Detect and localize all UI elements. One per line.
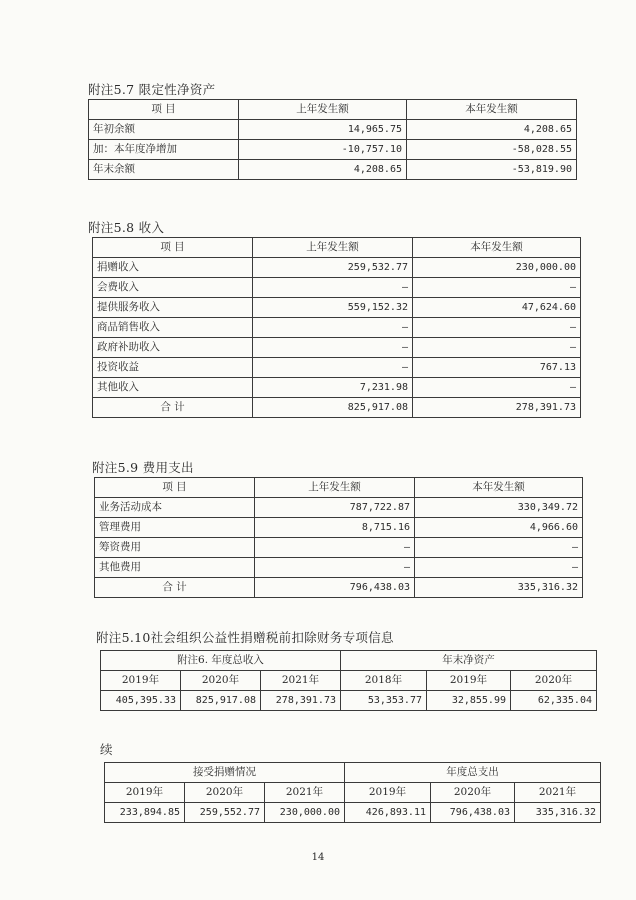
table-row	[89, 140, 577, 160]
row-label: 年初余额	[89, 120, 239, 140]
row-label: 筹资费用	[95, 538, 255, 558]
expense-table	[94, 477, 583, 598]
prev-total: 796,438.03	[255, 578, 415, 598]
row-label: 业务活动成本	[95, 498, 255, 518]
value-cell: 53,353.77	[341, 691, 427, 711]
value-cell: 426,893.11	[345, 803, 431, 823]
curr-total: 278,391.73	[413, 398, 581, 418]
prev-value: 259,532.77	[253, 258, 413, 278]
section-title-5-8: 附注5.8 收入	[88, 220, 165, 235]
curr-value: 4,966.60	[415, 518, 583, 538]
row-label: 会费收入	[93, 278, 253, 298]
table-row	[95, 538, 583, 558]
group-header-net-assets: 年末净资产	[341, 651, 597, 671]
table-total-row	[95, 578, 583, 598]
year-header: 2019年	[345, 783, 431, 803]
donation-expense-table	[104, 762, 601, 823]
value-cell: 796,438.03	[431, 803, 515, 823]
prev-value: 559,152.32	[253, 298, 413, 318]
year-header-row	[105, 783, 601, 803]
section-title-5-7: 附注5.7 限定性净资产	[88, 82, 216, 97]
prev-value: –	[255, 558, 415, 578]
row-label: 年末余额	[89, 160, 239, 180]
header-prev-year: 上年发生额	[255, 478, 415, 498]
table-row	[89, 160, 577, 180]
header-curr-year: 本年发生额	[407, 100, 577, 120]
prev-value: –	[253, 338, 413, 358]
restricted-net-assets-table	[88, 99, 577, 180]
curr-value: 4,208.65	[407, 120, 577, 140]
table-header	[93, 238, 581, 258]
row-label: 投资收益	[93, 358, 253, 378]
continued-title: 续	[100, 742, 113, 757]
year-header-row	[101, 671, 597, 691]
curr-value: 767.13	[413, 358, 581, 378]
value-cell: 233,894.85	[105, 803, 185, 823]
group-header-total-expense: 年度总支出	[345, 763, 601, 783]
section-title-5-10: 附注5.10社会组织公益性捐赠税前扣除财务专项信息	[96, 630, 394, 645]
table-row	[93, 318, 581, 338]
year-header: 2021年	[265, 783, 345, 803]
header-item: 项 目	[89, 100, 239, 120]
total-label: 合 计	[95, 578, 255, 598]
curr-value: 230,000.00	[413, 258, 581, 278]
table-row	[95, 518, 583, 538]
curr-value: 330,349.72	[415, 498, 583, 518]
total-label: 合 计	[93, 398, 253, 418]
table-row	[93, 298, 581, 318]
year-header: 2020年	[431, 783, 515, 803]
curr-value: –	[415, 538, 583, 558]
group-header-row	[105, 763, 601, 783]
table-row	[93, 278, 581, 298]
group-header-row	[101, 651, 597, 671]
value-cell: 259,552.77	[185, 803, 265, 823]
prev-total: 825,917.08	[253, 398, 413, 418]
prev-value: 8,715.16	[255, 518, 415, 538]
row-label: 管理费用	[95, 518, 255, 538]
year-header: 2020年	[181, 671, 261, 691]
curr-value: -53,819.90	[407, 160, 577, 180]
table-header	[89, 100, 577, 120]
income-table	[92, 237, 581, 418]
year-header: 2019年	[101, 671, 181, 691]
value-cell: 62,335.04	[511, 691, 597, 711]
value-cell: 32,855.99	[427, 691, 511, 711]
table-header	[95, 478, 583, 498]
value-cell: 335,316.32	[515, 803, 601, 823]
year-header: 2021年	[515, 783, 601, 803]
curr-value: –	[413, 378, 581, 398]
table-row	[93, 338, 581, 358]
row-label: 商品销售收入	[93, 318, 253, 338]
curr-value: 47,624.60	[413, 298, 581, 318]
curr-total: 335,316.32	[415, 578, 583, 598]
table-row	[93, 258, 581, 278]
prev-value: 787,722.87	[255, 498, 415, 518]
year-header: 2020年	[185, 783, 265, 803]
table-row	[89, 120, 577, 140]
group-header-donations: 接受捐赠情况	[105, 763, 345, 783]
header-item: 项 目	[93, 238, 253, 258]
prev-value: –	[253, 318, 413, 338]
group-header-total-income: 附注6. 年度总收入	[101, 651, 341, 671]
prev-value: -10,757.10	[239, 140, 407, 160]
header-prev-year: 上年发生额	[253, 238, 413, 258]
header-curr-year: 本年发生额	[415, 478, 583, 498]
value-cell: 278,391.73	[261, 691, 341, 711]
year-header: 2018年	[341, 671, 427, 691]
prev-value: 7,231.98	[253, 378, 413, 398]
value-cell: 230,000.00	[265, 803, 345, 823]
row-label: 捐赠收入	[93, 258, 253, 278]
prev-value: –	[255, 538, 415, 558]
header-curr-year: 本年发生额	[413, 238, 581, 258]
header-item: 项 目	[95, 478, 255, 498]
section-title-5-9: 附注5.9 费用支出	[92, 460, 194, 475]
prev-value: –	[253, 358, 413, 378]
tax-deduction-info-table	[100, 650, 597, 711]
year-header: 2019年	[427, 671, 511, 691]
value-row	[101, 691, 597, 711]
year-header: 2019年	[105, 783, 185, 803]
value-row	[105, 803, 601, 823]
row-label: 其他收入	[93, 378, 253, 398]
year-header: 2021年	[261, 671, 341, 691]
table-row	[95, 498, 583, 518]
table-total-row	[93, 398, 581, 418]
value-cell: 405,395.33	[101, 691, 181, 711]
row-label: 政府补助收入	[93, 338, 253, 358]
row-label: 其他费用	[95, 558, 255, 578]
year-header: 2020年	[511, 671, 597, 691]
table-row	[93, 378, 581, 398]
curr-value: –	[413, 278, 581, 298]
header-prev-year: 上年发生额	[239, 100, 407, 120]
curr-value: -58,028.55	[407, 140, 577, 160]
prev-value: –	[253, 278, 413, 298]
curr-value: –	[413, 338, 581, 358]
curr-value: –	[413, 318, 581, 338]
table-row	[93, 358, 581, 378]
row-label: 加：本年度净增加	[89, 140, 239, 160]
prev-value: 14,965.75	[239, 120, 407, 140]
table-row	[95, 558, 583, 578]
curr-value: –	[415, 558, 583, 578]
page-number: 14	[311, 852, 325, 863]
prev-value: 4,208.65	[239, 160, 407, 180]
value-cell: 825,917.08	[181, 691, 261, 711]
row-label: 提供服务收入	[93, 298, 253, 318]
